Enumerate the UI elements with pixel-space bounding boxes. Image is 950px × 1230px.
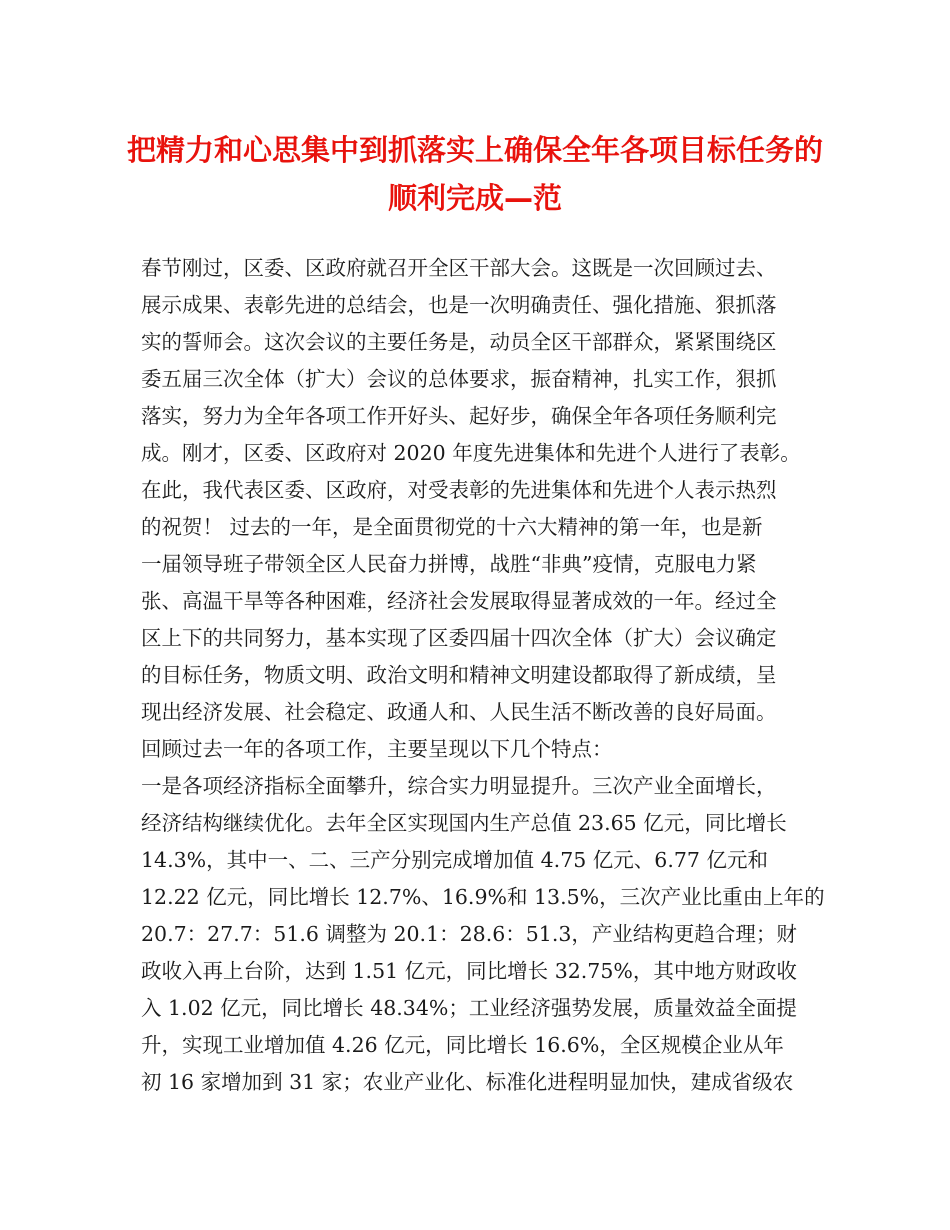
- body-line: 委五届三次全体（扩大）会议的总体要求，振奋精神，扎实工作，狠抓: [141, 367, 777, 391]
- body-line: 入 1.02 亿元，同比增长 48.34%；工业经济强势发展，质量效益全面提: [141, 996, 797, 1020]
- body-line: 张、高温干旱等各种困难，经济社会发展取得显著成效的一年。经过全: [141, 589, 777, 613]
- body-line: 的祝贺！ 过去的一年，是全面贯彻党的十六大精神的第一年，也是新: [141, 515, 763, 539]
- body-line: 12.22 亿元，同比增长 12.7%、16.9%和 13.5%，三次产业比重由上年的: [141, 885, 825, 909]
- body-line: 政收入再上台阶，达到 1.51 亿元，同比增长 32.75%，其中地方财政收: [141, 959, 797, 983]
- body-line: 20.7：27.7：51.6 调整为 20.1：28.6：51.3，产业结构更趋合理；财: [141, 922, 797, 946]
- body-line: 经济结构继续优化。去年全区实现国内生产总值 23.65 亿元，同比增长: [141, 811, 787, 835]
- body-line: 一是各项经济指标全面攀升，综合实力明显提升。三次产业全面增长，: [141, 774, 777, 798]
- body-line: 一届领导班子带领全区人民奋力拼博，战胜“非典”疫情，克服电力紧: [141, 552, 757, 576]
- body-line: 区上下的共同努力，基本实现了区委四届十四次全体（扩大）会议确定: [141, 626, 777, 650]
- document-title-line-2: 顺利完成—范: [387, 181, 562, 215]
- body-line: 落实，努力为全年各项工作开好头、起好步，确保全年各项任务顺利完: [141, 404, 777, 428]
- body-line: 14.3%，其中一、二、三产分别完成增加值 4.75 亿元、6.77 亿元和: [141, 848, 768, 872]
- body-line: 在此，我代表区委、区政府，对受表彰的先进集体和先进个人表示热烈: [141, 478, 777, 502]
- body-line: 的目标任务，物质文明、政治文明和精神文明建设都取得了新成绩，呈: [141, 663, 777, 687]
- body-line: 成。刚才，区委、区政府对 2020 年度先进集体和先进个人进行了表彰。: [141, 441, 801, 465]
- body-line: 现出经济发展、社会稳定、政通人和、人民生活不断改善的良好局面。: [141, 700, 777, 724]
- body-line: 实的誓师会。这次会议的主要任务是，动员全区干部群众，紧紧围绕区: [141, 330, 777, 354]
- body-line: 回顾过去一年的各项工作，主要呈现以下几个特点：: [141, 737, 613, 761]
- document-title-line-1: 把精力和心思集中到抓落实上确保全年各项目标任务的: [126, 133, 823, 167]
- body-line: 春节刚过，区委、区政府就召开全区干部大会。这既是一次回顾过去、: [141, 256, 777, 280]
- body-line: 升，实现工业增加值 4.26 亿元，同比增长 16.6%，全区规模企业从年: [141, 1033, 784, 1057]
- body-line: 初 16 家增加到 31 家；农业产业化、标准化进程明显加快，建成省级农: [141, 1070, 794, 1094]
- body-line: 展示成果、表彰先进的总结会，也是一次明确责任、强化措施、狠抓落: [141, 293, 777, 317]
